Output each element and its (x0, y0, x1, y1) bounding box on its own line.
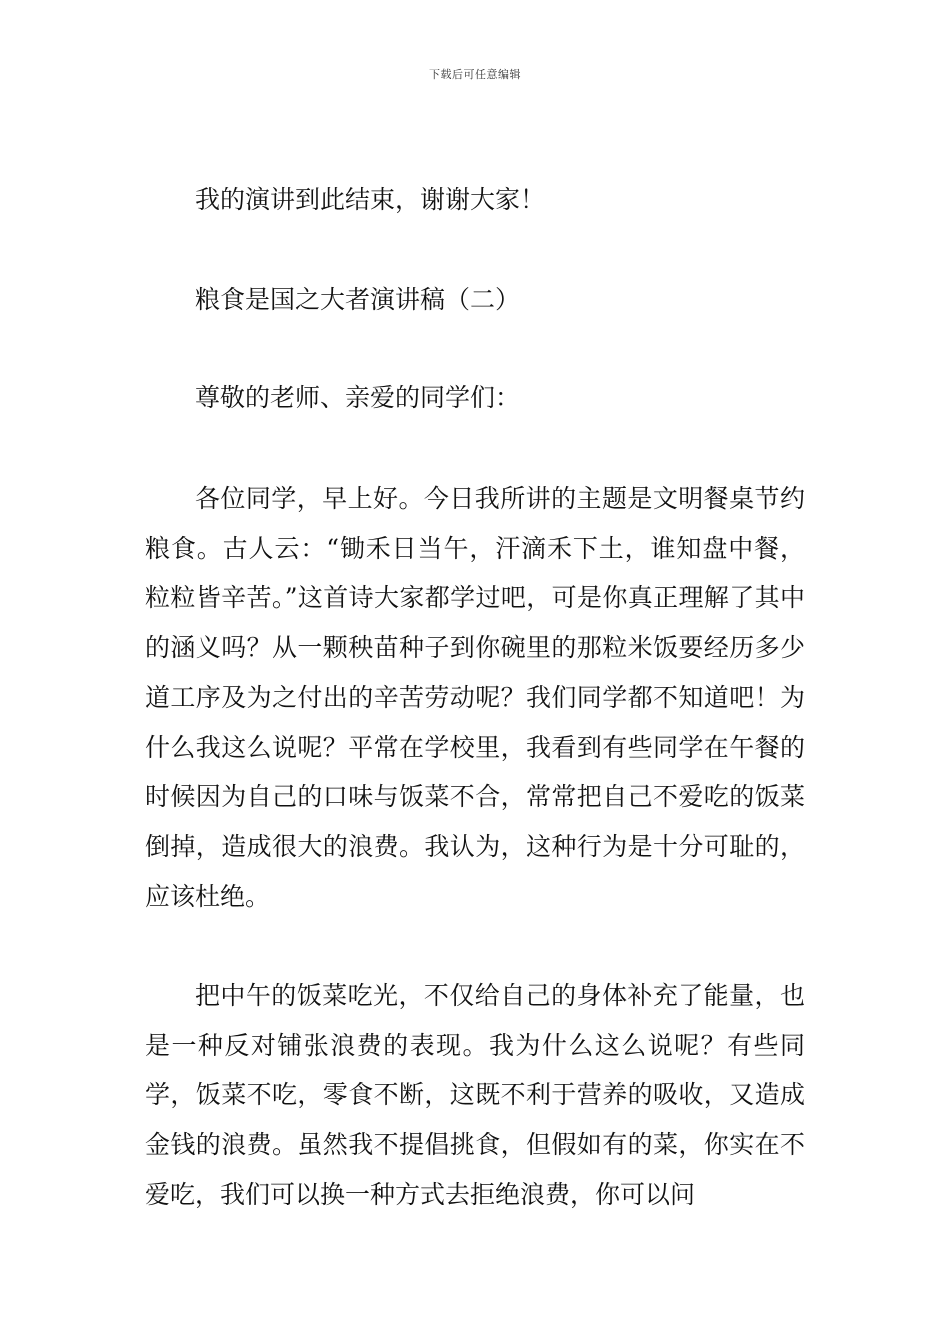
paragraph-2: 把中午的饭菜吃光，不仅给自己的身体补充了能量，也是一种反对铺张浪费的表现。我为什么这么说呢？有些同学，饭菜不吃，零食不断，这既不利于营养的吸收，又造成金钱的浪费。虽然我不提倡挑食，但假如有的菜，你实在不爱吃，我们可以换一种方式去拒绝浪费，你可以问 (145, 981, 805, 1209)
salutation: 尊敬的老师、亲爱的同学们： (195, 383, 521, 412)
header-note: 下载后可任意编辑 (429, 68, 521, 81)
paragraph-1: 各位同学，早上好。今日我所讲的主题是文明餐桌节约粮食。古人云：“锄禾日当午，汗滴禾下土，谁知盘中餐，粒粒皆辛苦。”这首诗大家都学过吧，可是你真正理解了其中的涵义吗？从一颗秧苗种子到你碗里的那粒米饭要经历多少道工序及为之付出的辛苦劳动呢？我们同学都不知道吧！为什么我这么说呢？平常在学校里，我看到有些同学在午餐的时候因为自己的口味与饭菜不合，常常把自己不爱吃的饭菜倒掉，造成很大的浪费。我认为，这种行为是十分可耻的，应该杜绝。 (145, 484, 805, 911)
closing-line: 我的演讲到此结束，谢谢大家！ (195, 185, 546, 214)
document-title: 粮食是国之大者演讲稿（二） (195, 285, 521, 314)
